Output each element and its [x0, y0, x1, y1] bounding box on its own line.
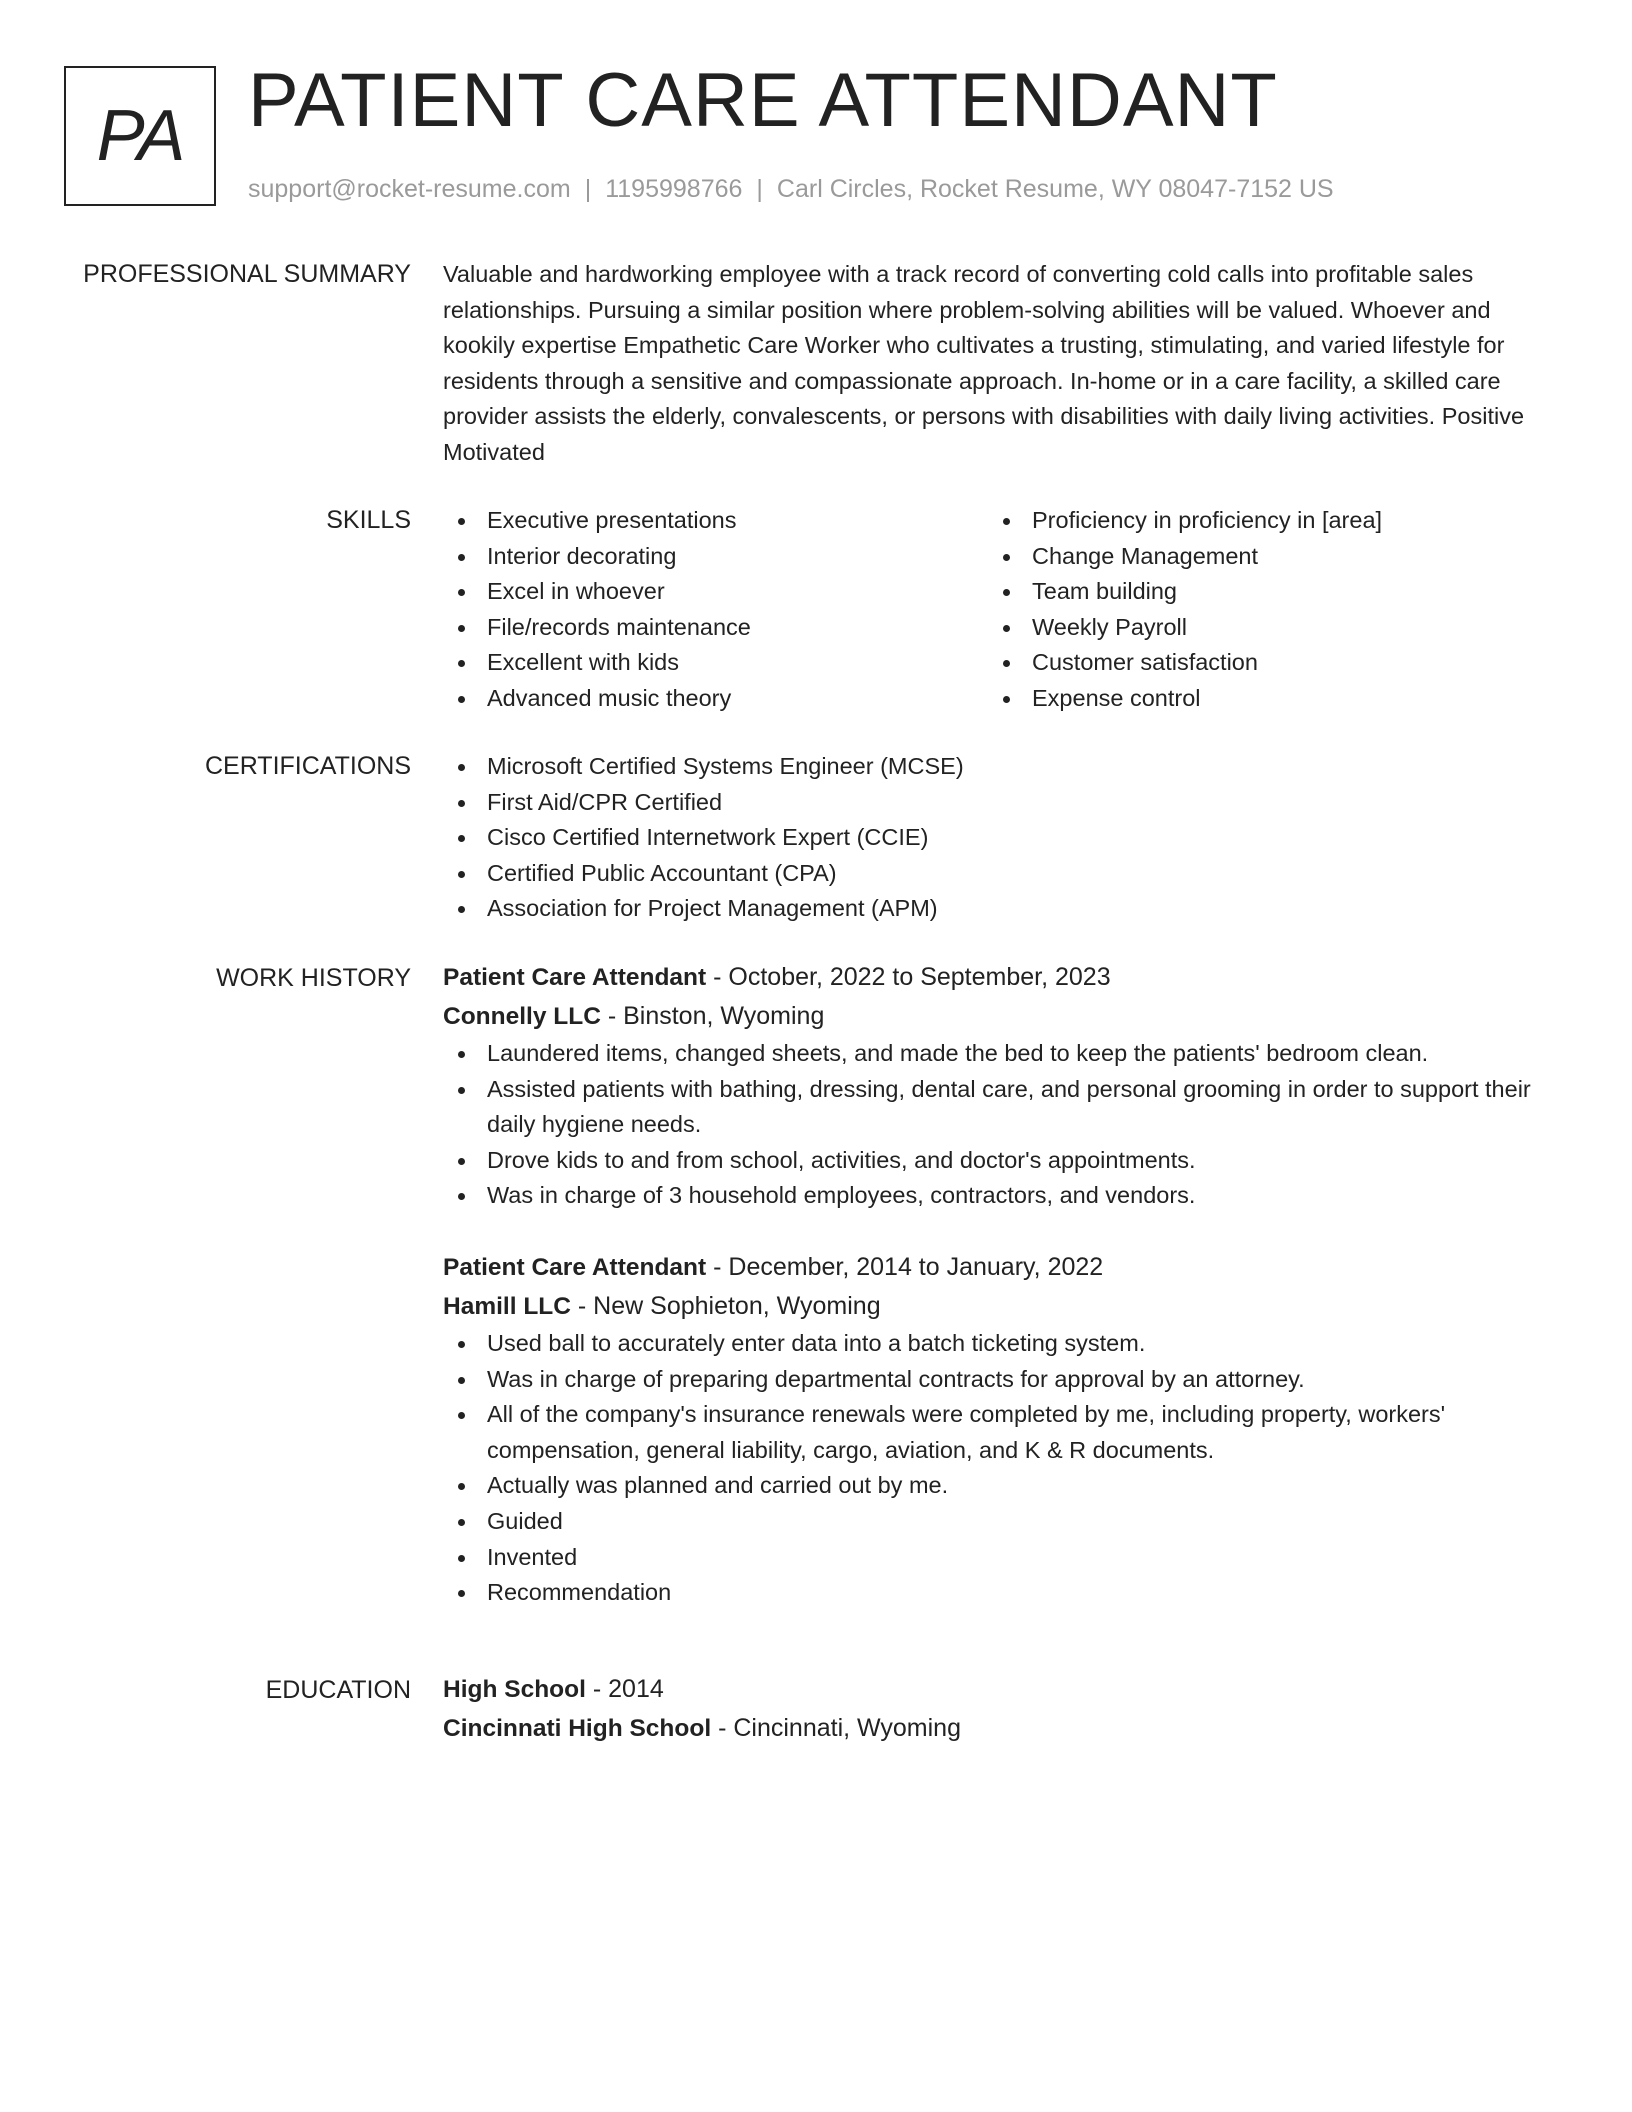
monogram-box: [64, 66, 216, 206]
education-location: - Cincinnati, Wyoming: [711, 1714, 961, 1742]
list-item: Customer satisfaction: [988, 645, 1533, 681]
skills-columns: [443, 503, 1563, 717]
list-item: First Aid/CPR Certified: [443, 785, 1563, 821]
list-item: Interior decorating: [443, 539, 988, 575]
resume-title: PATIENT CARE ATTENDANT: [248, 58, 1278, 143]
list-item: Expense control: [988, 681, 1533, 717]
job-entry: [443, 958, 1563, 1214]
job-company: Hamill LLC: [443, 1292, 571, 1320]
section-body: [443, 257, 1563, 471]
list-item: Was in charge of preparing departmental contracts for approval by an attorney.: [443, 1362, 1563, 1398]
monogram-initials: PA: [96, 96, 184, 176]
list-item: Association for Project Management (APM): [443, 891, 1563, 927]
section-body: [443, 958, 1563, 1645]
section-label: EDUCATION: [265, 1676, 411, 1704]
list-item: Excellent with kids: [443, 645, 988, 681]
education-year: - 2014: [585, 1675, 664, 1703]
list-item: File/records maintenance: [443, 610, 988, 646]
section-body: [443, 749, 1563, 927]
job-duties-list: [443, 1326, 1563, 1611]
list-item: Guided: [443, 1504, 1563, 1540]
list-item: All of the company's insurance renewals were completed by me, including property, workers' compensation, general liability, cargo, aviation, and K & R documents.: [443, 1397, 1563, 1468]
list-item: Certified Public Accountant (CPA): [443, 856, 1563, 892]
list-item: Actually was planned and carried out by me.: [443, 1468, 1563, 1504]
list-item: Microsoft Certified Systems Engineer (MCSE): [443, 749, 1563, 785]
education-school: Cincinnati High School: [443, 1715, 712, 1742]
job-company: Connelly LLC: [443, 1003, 601, 1030]
section-label: WORK HISTORY: [216, 964, 411, 992]
job-title-line: [443, 1248, 1563, 1287]
education-degree-line: [443, 1670, 1563, 1709]
education-degree: High School: [443, 1676, 586, 1703]
list-item: Proficiency in proficiency in [area]: [988, 503, 1533, 539]
list-item: Invented: [443, 1540, 1563, 1576]
list-item: Used ball to accurately enter data into a batch ticketing system.: [443, 1326, 1563, 1362]
section-body: [443, 1670, 1563, 1748]
list-item: Laundered items, changed sheets, and made the bed to keep the patients' bedroom clean.: [443, 1036, 1563, 1072]
contact-separator: |: [584, 175, 592, 203]
job-location: - New Sophieton, Wyoming: [570, 1291, 881, 1320]
job-title: Patient Care Attendant: [443, 1253, 707, 1281]
section-body: [443, 503, 1563, 717]
list-item: Assisted patients with bathing, dressing, dental care, and personal grooming in order to support their daily hygiene needs.: [443, 1072, 1563, 1143]
job-entry: [443, 1248, 1563, 1611]
contact-address: Carl Circles, Rocket Resume, WY 08047-7152 US: [776, 175, 1334, 203]
list-item: Weekly Payroll: [988, 610, 1533, 646]
list-item: Executive presentations: [443, 503, 988, 539]
list-item: Change Management: [988, 539, 1533, 575]
skills-list-right: [988, 503, 1533, 717]
job-duties-list: [443, 1036, 1563, 1214]
job-location: - Binston, Wyoming: [600, 1002, 825, 1030]
job-dates: - December, 2014 to January, 2022: [706, 1252, 1104, 1281]
list-item: Drove kids to and from school, activities, and doctor's appointments.: [443, 1143, 1563, 1179]
summary-text: Valuable and hardworking employee with a track record of converting cold calls into profitable sales relationships. Pursuing a similar position where problem-solving abilities will be valued. Whoever and kookily expertise Empathetic Care Worker who cultivates a trusting, stimulating, and varied lifestyle for residents through a sensitive and compassionate approach. In-home or in a care facility, a skilled care provider assists the elderly, convalescents, or persons with disabilities with daily living activities. Positive Motivated: [443, 261, 1525, 465]
contact-separator: |: [756, 175, 763, 203]
section-label: SKILLS: [326, 506, 411, 534]
list-item: Was in charge of 3 household employees, contractors, and vendors.: [443, 1178, 1563, 1214]
skills-list-left: [443, 503, 988, 717]
contact-line: [248, 173, 1334, 205]
list-item: Advanced music theory: [443, 681, 988, 717]
certifications-list: [443, 749, 1563, 927]
list-item: Cisco Certified Internetwork Expert (CCIE): [443, 820, 1563, 856]
contact-email[interactable]: support@rocket-resume.com: [248, 175, 571, 203]
list-item: Team building: [988, 574, 1533, 610]
contact-phone[interactable]: 1195998766: [605, 175, 743, 203]
list-item: Excel in whoever: [443, 574, 988, 610]
job-company-line: [443, 997, 1563, 1036]
job-title-line: [443, 958, 1563, 997]
list-item: Recommendation: [443, 1575, 1563, 1611]
job-dates: - October, 2022 to September, 2023: [706, 963, 1111, 991]
education-school-line: [443, 1709, 1563, 1748]
section-label: CERTIFICATIONS: [204, 752, 411, 780]
job-title: Patient Care Attendant: [443, 964, 707, 991]
job-company-line: [443, 1287, 1563, 1326]
section-label: PROFESSIONAL SUMMARY: [83, 260, 411, 288]
